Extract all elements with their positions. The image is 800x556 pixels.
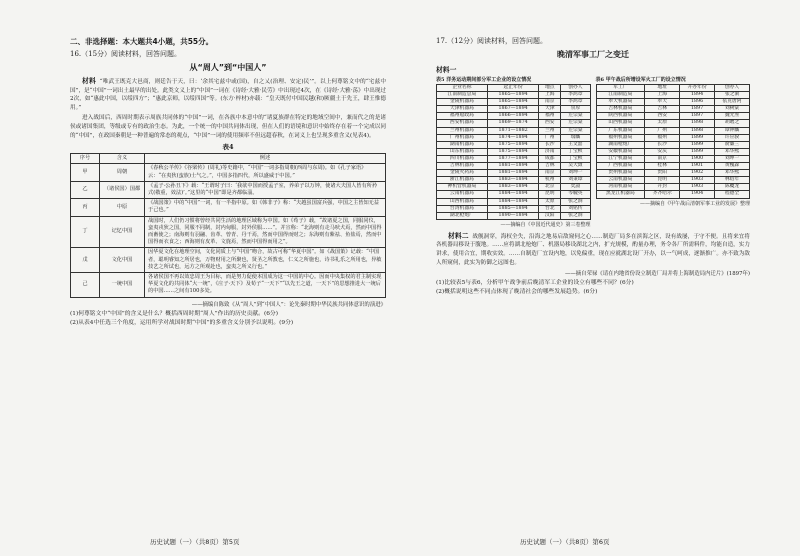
row-number: 丙 [71,199,100,216]
table-cell: 丁宝桢 [561,155,590,162]
table-row [596,184,750,191]
table-row [596,148,750,155]
table-5-source: ——摘编自《中国近代通史》第三卷整理 [500,221,591,228]
table-cell: 贵州机器局 [596,170,645,177]
table-cell: 福州机器局 [596,134,645,141]
t6-header: 地址 [645,85,680,92]
table-4-header-row [71,154,386,164]
table-cell: 吉林 [645,106,680,113]
table-row [71,164,386,181]
table-cell: 昆明 [539,191,561,198]
table-row [437,99,591,106]
question-17-1: (1)比较表5与表6，分析甲午战争前后晚清军工企业的设立有哪些不同？(6分) [436,280,634,287]
table-cell: 1900 [680,155,715,162]
row-meaning: 周朝 [100,164,145,181]
table-cell: 1867—1894 [487,106,538,113]
row-meaning: （诸侯国）国都 [100,181,145,198]
table-cell: 金陵机器局 [437,99,488,106]
table-5-header-row [437,85,591,92]
table-cell: 广州 [539,134,561,141]
table-5-caption: 表5 洋务运动期间部分军工企业的设立情况 [436,77,532,83]
table-cell: 黄槐森 [715,163,750,170]
table-cell: 1899 [680,141,715,148]
table-row [71,273,386,298]
table-cell: 福州 [645,134,680,141]
table-cell: 山西机器局 [596,120,645,127]
table-cell: 张之洞 [561,198,590,205]
table-cell: 1903 [680,184,715,191]
table-cell: 长沙 [645,141,680,148]
table-cell: 左宗棠 [561,127,590,134]
table-cell: 1899 [680,148,715,155]
table-row [437,198,591,205]
table-row [596,120,750,127]
table-cell: 魏光焘 [715,113,750,120]
table-cell: 太原 [539,198,561,205]
material-2-label: 材料二 [448,231,469,240]
table-6-caption: 表6 甲午战后所增设军火工厂的设立情况 [595,77,686,83]
table-cell: 李鸿章 [561,92,590,99]
table-cell: 1881—1894 [487,170,538,177]
table-cell: 1896 [680,99,715,106]
table-row [437,155,591,162]
table-row [71,216,386,248]
table-cell: 陈夔龙 [715,184,750,191]
table-row [437,177,591,184]
table-cell: 刘铭传 [561,205,590,212]
table-cell: 奕譞 [561,184,590,191]
table-row [596,177,750,184]
table-cell: 台湾机器局 [437,205,488,212]
table-cell: 浙江机器局 [437,177,488,184]
header-example: 例述 [145,154,386,164]
table-cell: 1874—1894 [487,134,538,141]
table-cell: 河南机器局 [596,184,645,191]
table-cell: 刘坤一 [561,170,590,177]
table-cell: 济南 [539,148,561,155]
table-cell: 1871—1882 [487,127,538,134]
table-cell: 四川机器局 [437,155,488,162]
question-16-intro: 16.（15分）阅读材料，回答问题。 [70,50,182,58]
row-number: 己 [71,273,100,298]
table-cell: 1875—1894 [487,148,538,155]
table-cell: 瑞麟 [561,134,590,141]
t5-header: 企业名称 [437,85,488,92]
t6-header: 军工厂 [596,85,645,92]
table-cell: 1903 [680,177,715,184]
table-cell: 广西机器局 [596,163,645,170]
table-row [437,120,591,127]
material-source: ——摘编自陈致《从“周人”到“中国人”：论先秦时期中华民族共同体意识的演进》 [191,301,386,308]
table-cell: 张之洞 [715,92,750,99]
table-row [437,184,591,191]
table-cell: 天津机器局 [437,106,488,113]
table-row [437,212,591,219]
table-cell: 陕西机器局 [596,113,645,120]
row-example: 战国时，人们仍习惯将曾经共同生活的地理区域称为中国。如《荀子》载，“故诸夏之国，同服同仪，蛮夷戎狄之国，同服不同制，封内甸服，封外侯服……”。并宣称：“北海则有走马吠犬焉，然而中国得而畜使之；南海则有羽翮、齿革、曾青、丹干焉，然而中国得而财之；东海则有紫祛、鱼盐焉，然而中国得而衣食之；西海则有皮革、文旄焉，然而中国得而用之”。 [145,216,386,248]
table-cell: 奉天机器局 [596,99,645,106]
table-cell: 云南机器局 [596,177,645,184]
table-row [596,134,750,141]
page-footer-right: 历史试题（一）（共8页）第6页 [520,538,610,546]
table-cell: 左宗棠 [561,113,590,120]
table-cell: 安庆 [645,148,680,155]
table-cell: 昆明 [645,177,680,184]
row-meaning: 一统中国 [100,273,145,298]
table-cell: 1897 [680,106,715,113]
tables-row [436,76,750,228]
table-cell: 广东机器局 [596,127,645,134]
table-cell: 福州船政局 [437,113,488,120]
table-cell: 南京 [539,99,561,106]
table-cell: 兰州机器局 [437,127,488,134]
article-title-right: 晚清军事工厂之变迁 [557,50,629,59]
row-meaning: 记忆中国 [100,216,145,248]
table-cell: 广州 [645,127,680,134]
table-cell: 湖南枪炮厂 [596,141,645,148]
table-row [437,92,591,99]
table-cell: 云南机器局 [437,191,488,198]
article-title: 从“周人”到“中国人” [189,63,267,72]
table-cell: 桂林 [645,163,680,170]
table-cell: 金陵火药局 [437,170,488,177]
table-cell: 西安机器局 [437,120,488,127]
table-cell: 神机营机器局 [437,184,488,191]
row-example: 《春秋公羊传》《谷梁传》(周礼)等史籍中，“中国”一词多指周朝(西周与东周)。如《孔子家语》云：“在夷狄(蛮族)士气之。”，中国多指四代，所以盛威于中国。” [145,164,386,181]
header-number: 序号 [71,154,100,164]
table-cell: 西安 [645,113,680,120]
table-cell: 福州 [539,113,561,120]
table-cell: 林绍年 [715,177,750,184]
table-row [437,163,591,170]
page-footer-left: 历史试题（一）（共8页）第5页 [150,538,240,546]
section-header: 二、非选择题：本大题共4小题，共55分。 [70,37,214,46]
table-cell: 刘坤一 [715,155,750,162]
table-cell: 江南制造局 [596,92,645,99]
table-cell: 兰州 [539,127,561,134]
table-row [437,113,591,120]
table-cell: 刘树棠 [715,106,750,113]
table-row [71,248,386,273]
table-cell: 1901 [680,163,715,170]
table-cell: 齐齐哈尔 [645,191,680,198]
material-2-source: ——摘自荣禄《请在内地省份设立制造厂局并将上海制造局内迁片》(1897年) [564,271,750,278]
table-4-caption: 表4 [222,143,234,152]
table-row [437,170,591,177]
table-cell: 俞廉三 [715,141,750,148]
table-cell: 岑毓英 [561,191,590,198]
table-cell: 南京 [645,155,680,162]
table-cell: 湖南机器局 [437,141,488,148]
row-number: 戊 [71,248,100,273]
table-cell: 1898 [680,120,715,127]
material-label: 材料 [82,77,96,85]
row-example: 因华夏文化在地理空间，文化同质上与“中国”吻合，故古可称“华夏中国”。如《战国策》记载：“中国者，聪明睿知之所居也，万物财用之所聚也，贤圣之所教也，仁义之所施也，诗书礼乐之所用也，异敏技艺之所试也，远方之所观赴也，蛮夷之所义行也。” [145,248,386,273]
table-cell: 天津 [539,106,561,113]
table-cell: 依克唐阿 [715,99,750,106]
table-5 [436,84,591,220]
table-cell: 西安 [539,120,561,127]
table-cell: 1883—1894 [487,177,538,184]
t5-header: 地点 [539,85,561,92]
table-cell: 台北 [539,205,561,212]
table-cell: 邓华熙 [715,170,750,177]
table-cell: 上海 [539,92,561,99]
question-16-2: (2)从表4中任选三个角度，运用所学对战国时期“中国”的多重含义分别予以说明。(9分) [70,319,294,326]
table-cell: 山西机器局 [437,198,488,205]
table-cell: 1884—1894 [487,198,538,205]
table-cell: 1898 [680,127,715,134]
table-row [596,92,750,99]
material-1-label: 材料一 [436,66,457,74]
table-cell: 1894 [680,92,715,99]
table-cell: 1890—1894 [487,212,538,219]
row-example: 《战国策》中的“中国”一词，有一半指中原。如《韩非子》称：“夫越虽国富兵强，中国之主皆知无益于己也。” [145,199,386,216]
table-cell: 南京 [539,170,561,177]
table-cell: 谭钟麟 [715,127,750,134]
table-cell: 1875—1894 [487,141,538,148]
table-cell: 1881—1894 [487,163,538,170]
question-17-intro: 17.（12分）阅读材料，回答问题。 [436,37,548,45]
table-cell: 1885—1894 [487,205,538,212]
t5-header: 创办人 [561,85,590,92]
table-row [596,141,750,148]
table-row [437,148,591,155]
table-6-header-row [596,85,750,92]
question-16-1: (1)何尊铭文中“中国”的含义是什么？概括西周时期“周人”作出的历史贡献。(6分) [70,310,278,317]
table-cell: 吴大澂 [561,163,590,170]
table-cell: 贵阳 [645,170,680,177]
table-cell: 邓华熙 [715,148,750,155]
table-cell: 江南制造总局 [437,92,488,99]
table-6-block [596,76,751,228]
table-cell: 1865—1894 [487,99,538,106]
table-cell: 1904 [680,191,715,198]
table-row [596,155,750,162]
table-row [596,163,750,170]
row-meaning: 中原 [100,199,145,216]
table-cell: 1902 [680,170,715,177]
table-cell: 程德全 [715,191,750,198]
question-17-2: (2)概括说明这些不同点体现了晚清社会的哪些发展趋势。(6分) [436,289,598,296]
t5-header: 起止年份 [487,85,538,92]
table-cell: 王文韶 [561,141,590,148]
table-row [596,113,750,120]
table-cell: 开封 [645,184,680,191]
table-cell: 丁宝桢 [561,148,590,155]
row-number: 乙 [71,181,100,198]
table-row [71,181,386,198]
table-cell: 李鸿章 [561,99,590,106]
table-row [596,191,750,198]
table-cell: 吉林机器局 [437,163,488,170]
table-cell: 长沙 [539,141,561,148]
row-number: 丁 [71,216,100,248]
table-cell: 北京 [539,184,561,191]
table-cell: 1869—1874 [487,120,538,127]
table-cell: 吉林 [539,163,561,170]
material-paragraph-2: 进入战国后，西周时期表示周族共同体的“中国”一词，在各族中本意中的“诸夏族群在特定的地域空间中，兼而代之的是诸侯或诸国集团，等级或专有的政治生态。为此，一个统一的中国共同体出现，但在人们的语境和意识中始终存在着一个完成以同的“中国”，在政国秦朝是一种普遍的常态的观点，“中国”一词的使用频率不但远超春秋，在词义上也呈现多重含义(见表4)。 [70,115,386,139]
header-meaning: 含义 [100,154,145,164]
table-4 [70,153,386,297]
table-cell: 胡聘之 [715,120,750,127]
table-cell: 上海 [645,92,680,99]
table-cell: 成都 [539,155,561,162]
table-cell: 安徽机器局 [596,148,645,155]
table-cell: 江宁机器局 [596,155,645,162]
table-row [596,127,750,134]
table-cell: 崇厚 [561,106,590,113]
table-row [596,170,750,177]
table-cell: 张之洞 [561,212,590,219]
table-row [437,191,591,198]
table-cell: 左宗棠 [561,120,590,127]
table-6 [596,84,751,199]
table-cell: 1865—1894 [487,92,538,99]
table-cell: 广州机器局 [437,134,488,141]
table-cell: 湖北枪炮厂 [437,212,488,219]
material-2-paragraph: 材料二 战舰洞穿，海权全失，沿海之地易启敌窥伺之心……制造厂局多在滨海之区，设有战屡，于守不便。且将来宜将各机器局移设于腹地。……应将湖北枪炮厂、机器局移设湖北之内，扩充规模，酌量办理，务令各厂所需料件，均能自造，实力讲求，使用合宜，期收实效。……自制造厂宜设内地，以免偏重，现在应就湖北设厂开办，以一气呵成，逐渐推广。亦不致为敌人所窥伺，此实为防御之远图也。 [436,231,750,266]
table-cell: 1884—1894 [487,191,538,198]
table-row [437,205,591,212]
table-cell: 1866—1894 [487,113,538,120]
table-row [596,99,750,106]
table-5-block [436,76,591,228]
table-cell: 吉林机器局 [596,106,645,113]
table-row [437,141,591,148]
table-cell: 太原 [645,120,680,127]
table-row [437,127,591,134]
row-number: 甲 [71,164,100,181]
table-cell: 黑龙江机器局 [596,191,645,198]
table-cell: 许应骙 [715,134,750,141]
table-row [437,106,591,113]
t6-header: 开办年份 [680,85,715,92]
t6-header: 创办人 [715,85,750,92]
table-cell: 1883—1894 [487,184,538,191]
table-cell: 山东机器局 [437,148,488,155]
right-page [400,0,800,556]
row-meaning: 文化中国 [100,248,145,273]
table-cell: 1899 [680,134,715,141]
table-row [596,106,750,113]
table-cell: 1877—1894 [487,155,538,162]
table-cell: 杭州 [539,177,561,184]
table-6-source: ——摘编自《甲午战后清朝军事工业的发展》整理 [639,200,750,207]
material-paragraph-1: 材料 “唯武王既克大邑商，则廷告于天，曰：‘余其宅兹中或(国)，自之乂(治理、安定)民’”。以上何尊铭文中的“宅兹中国”，是“中国”一词出土最早的出处。此类文义上的“中国”一词在《诗经·大雅·民劳》中出现过4次，在《诗经·大雅·荡》中出现过2次，如“惠此中国，以绥四方”；“惠此京师，以绥四国”等。(东方·梓材)亦载：“皇天既付中国民越(和)厥疆土于先王，肆王惟德用。” [70,77,387,111]
table-cell: 1897 [680,113,715,120]
table-row [437,134,591,141]
table-cell: 汉阳 [539,212,561,219]
table-row [71,199,386,216]
row-example: 各诸侯国不再以效忠周王为目标，而是努力促使本国成为这一中国的中心。因而中央集权的君主制实现华夏文化的共同体“大一统”，《庄子·天下》及荀子“一天下”“以先王之道，一天下”的思想推进大一统后的中国……之间有100多处。 [145,273,386,298]
table-cell: 奉天 [645,99,680,106]
row-example: 《孟子·公孙丑下》载：“王谓时子曰：‘我欲中国而授孟子室，养弟子以万钟，使诸大夫国人皆有所矜式(敬重，效法)’。”这里的“中国”即是齐都临淄。 [145,181,386,198]
table-cell: 刘秉璋 [561,177,590,184]
